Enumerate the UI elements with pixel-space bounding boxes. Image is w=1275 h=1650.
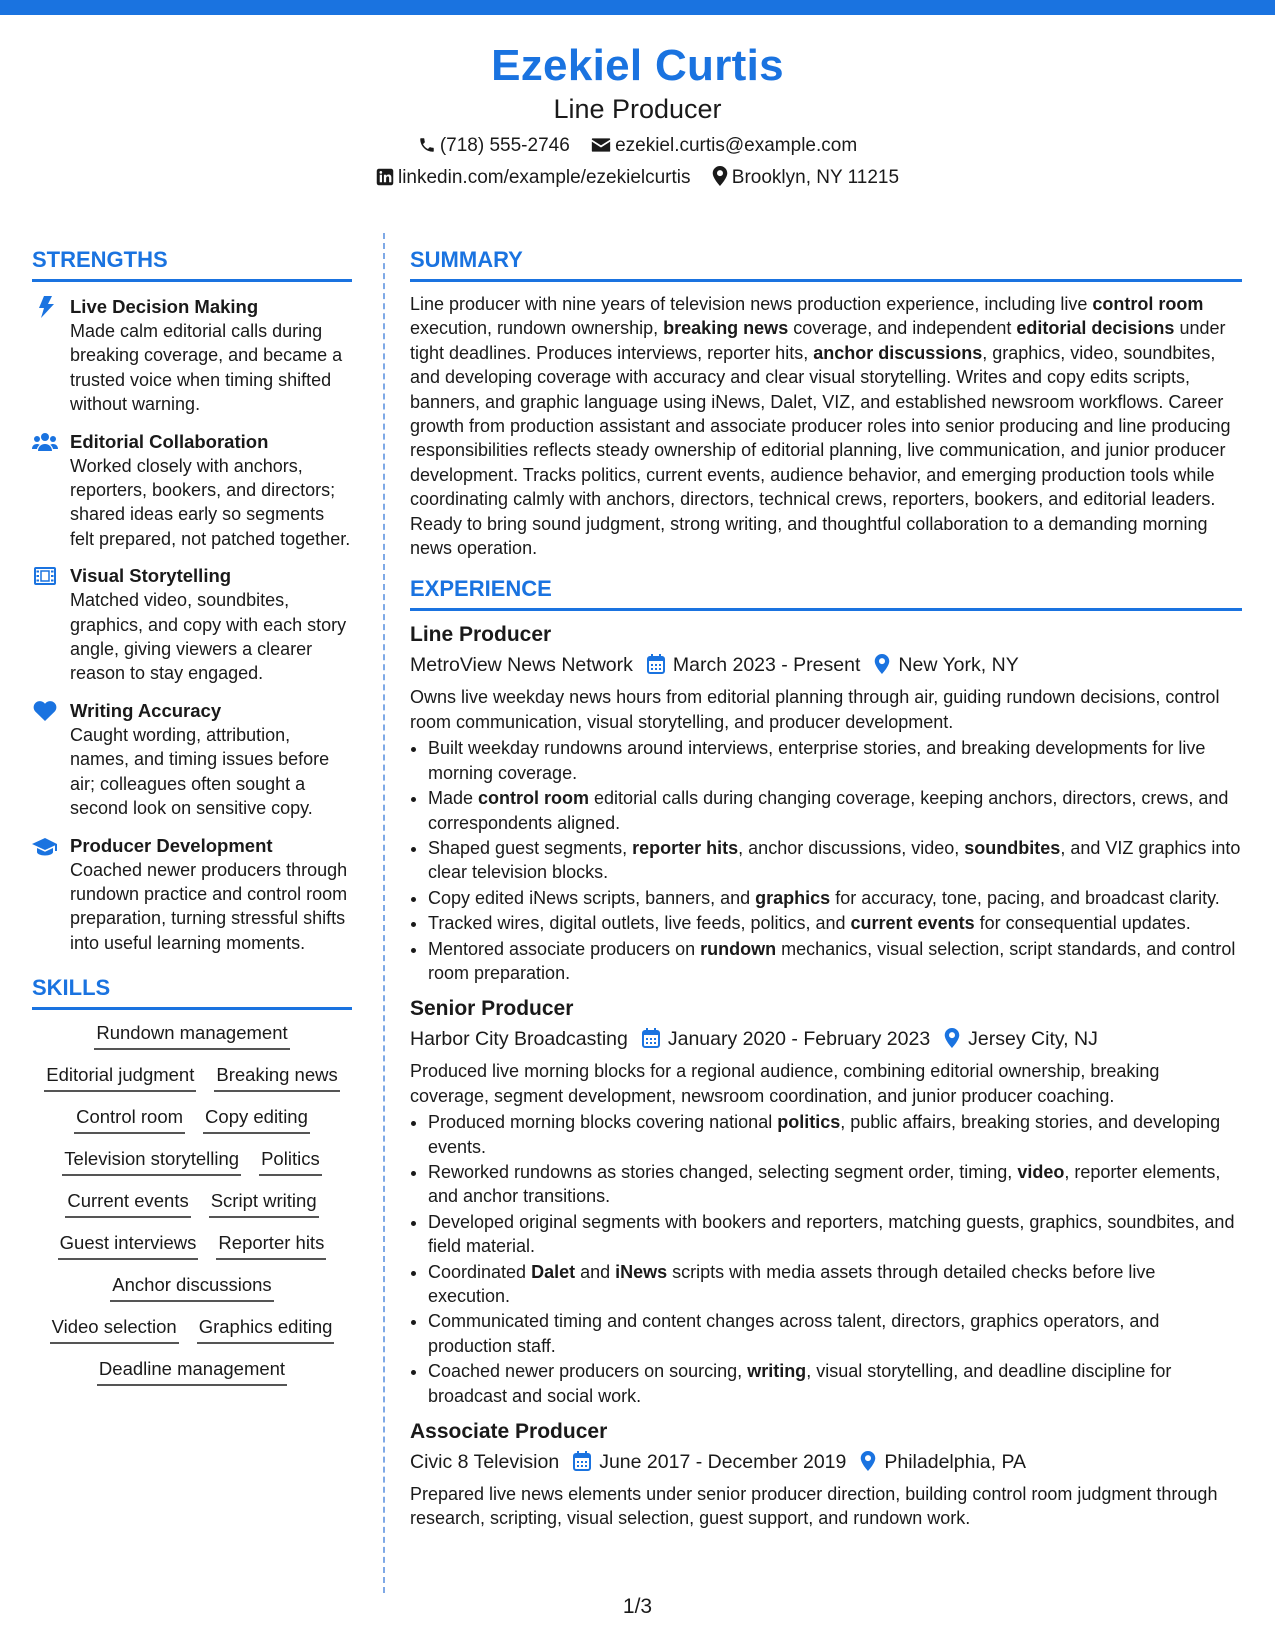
bold-keyword: control room — [1092, 294, 1204, 314]
job-meta — [410, 1025, 1242, 1053]
text-run: editorial calls during changing coverage, keeping anchors, directors, crews, and correspondents aligned. — [428, 788, 1229, 833]
skill-tag: Guest interviews — [58, 1230, 199, 1260]
text-run: coverage, and independent — [788, 318, 1017, 339]
heart-icon — [32, 700, 58, 722]
job-entry — [410, 995, 1242, 1408]
skill-row — [32, 1062, 352, 1092]
job-bullets — [410, 1110, 1242, 1408]
graduation-cap-icon — [32, 835, 58, 857]
strength-desc: Made calm editorial calls during breaking coverage, and became a trusted voice when timing shifted without warning. — [70, 321, 343, 415]
job-location — [860, 1448, 1026, 1476]
contact-row-2 — [0, 166, 1275, 190]
job-location — [944, 1025, 1098, 1053]
phone-text: (718) 555-2746 — [439, 135, 570, 156]
email-contact[interactable] — [591, 134, 857, 158]
text-run: , reporter elements, and anchor transitions. — [428, 1161, 1221, 1207]
strength-desc: Caught wording, attribution, names, and timing issues before air; colleagues often sought a second look on sensitive copy. — [70, 724, 330, 819]
skill-row — [32, 1020, 352, 1050]
job-title: Associate Producer — [410, 1420, 608, 1444]
strength-item — [32, 294, 352, 417]
job-company: Civic 8 Television — [410, 1451, 560, 1474]
skill-row — [32, 1314, 352, 1344]
job-title: Line Producer — [410, 623, 552, 647]
map-pin-icon — [944, 1028, 960, 1048]
bold-keyword: Dalet — [531, 1261, 576, 1282]
skill-tag: Script writing — [209, 1188, 319, 1218]
calendar-icon — [647, 654, 665, 674]
contact-row-1 — [0, 134, 1275, 158]
job-description: Owns live weekday news hours from editorial planning through air, guiding rundown decisions, control room communication, visual storytelling, and producer development. — [410, 687, 1220, 732]
skill-tag: Breaking news — [214, 1062, 339, 1092]
job-dates-text: March 2023 - Present — [672, 654, 861, 677]
bold-keyword: video — [1017, 1161, 1065, 1182]
bold-keyword: iNews — [615, 1261, 668, 1282]
bullet-item — [428, 937, 1242, 986]
skills-list — [32, 1020, 352, 1386]
text-run: Produced morning blocks covering national — [428, 1112, 778, 1133]
linkedin-contact[interactable] — [376, 166, 691, 190]
bold-keyword: reporter hits — [632, 837, 739, 858]
right-column — [410, 245, 1242, 1531]
text-run: , visual storytelling, and deadline discipline for broadcast and social work. — [428, 1361, 1172, 1406]
skill-tag: Current events — [65, 1188, 190, 1218]
skill-row — [32, 1188, 352, 1218]
bold-keyword: graphics — [755, 887, 831, 908]
bullet-item — [428, 911, 1242, 935]
job-location-text: New York, NY — [898, 654, 1019, 677]
experience-list — [410, 621, 1242, 1530]
text-run: Developed original segments with bookers and reporters, matching guests, graphics, soundbites, and field material. — [428, 1211, 1235, 1257]
text-run: Shaped guest segments, — [428, 837, 633, 858]
text-run: Built weekday rundowns around interviews, enterprise stories, and breaking developments for live morning coverage. — [428, 738, 1206, 783]
email-text: ezekiel.curtis@example.com — [615, 135, 858, 156]
skill-row — [32, 1146, 352, 1176]
bold-keyword: anchor discussions — [813, 342, 983, 363]
skill-tag: Video selection — [50, 1314, 179, 1344]
location-text: Brooklyn, NY 11215 — [731, 167, 900, 188]
linkedin-icon — [376, 168, 394, 186]
text-run: Reworked rundowns as stories changed, selecting segment order, timing, — [428, 1161, 1018, 1182]
job-entry — [410, 621, 1242, 985]
bullet-item — [428, 1359, 1242, 1408]
left-column — [32, 245, 352, 1398]
job-title: Senior Producer — [410, 997, 574, 1021]
job-dates — [642, 1025, 930, 1053]
bullet-item — [428, 736, 1242, 785]
text-run: Made — [428, 788, 479, 809]
calendar-icon — [642, 1028, 660, 1048]
skill-tag: Copy editing — [203, 1104, 310, 1134]
skills-heading: SKILLS — [32, 973, 352, 1010]
strength-title: Writing Accuracy — [70, 699, 222, 721]
bolt-icon — [32, 296, 58, 318]
text-run: , public affairs, breaking stories, and developing events. — [428, 1112, 1221, 1157]
skill-row — [32, 1272, 352, 1302]
job-bullets — [410, 736, 1242, 985]
job-description: Prepared live news elements under senior producer direction, building control room judgment through research, scripting, visual selection, guest support, and rundown work. — [410, 1484, 1218, 1529]
skill-row — [32, 1104, 352, 1134]
skill-row — [32, 1230, 352, 1260]
text-run: for consequential updates. — [974, 913, 1191, 934]
phone-contact[interactable] — [418, 134, 570, 158]
job-meta — [410, 651, 1242, 679]
bullet-item — [428, 786, 1242, 835]
bullet-item — [428, 1260, 1242, 1309]
text-run: Communicated timing and content changes across talent, directors, graphics operators, and production staff. — [428, 1311, 1160, 1356]
job-company: MetroView News Network — [410, 654, 633, 677]
bold-keyword: editorial decisions — [1016, 318, 1175, 339]
text-run: mechanics, visual selection, script standards, and control room preparation. — [428, 938, 1236, 983]
job-description: Produced live morning blocks for a regional audience, combining editorial ownership, breaking coverage, segment development, newsroom coordination, and junior producer coaching. — [410, 1061, 1160, 1106]
job-meta — [410, 1448, 1242, 1476]
bullet-item — [428, 886, 1242, 910]
map-pin-icon — [712, 166, 728, 186]
strength-item — [32, 563, 352, 686]
bullet-item — [428, 836, 1242, 885]
candidate-name: Ezekiel Curtis — [491, 41, 784, 90]
users-icon — [32, 431, 58, 453]
job-entry — [410, 1418, 1242, 1531]
job-dates-text: June 2017 - December 2019 — [599, 1451, 847, 1474]
job-location-text: Philadelphia, PA — [884, 1451, 1027, 1474]
phone-icon — [418, 136, 436, 154]
skill-row — [32, 1356, 352, 1386]
job-dates-text: January 2020 - February 2023 — [667, 1028, 931, 1051]
strength-item — [32, 698, 352, 821]
bold-keyword: rundown — [700, 938, 777, 959]
text-run: Copy edited iNews scripts, banners, and — [428, 887, 756, 908]
film-icon — [32, 565, 58, 587]
job-location — [874, 651, 1018, 679]
summary-text — [410, 292, 1242, 560]
bullet-item — [428, 1110, 1242, 1159]
job-company: Harbor City Broadcasting — [410, 1028, 628, 1051]
bullet-item — [428, 1309, 1242, 1358]
bold-keyword: current events — [850, 913, 975, 934]
strengths-heading: STRENGTHS — [32, 245, 352, 282]
bold-keyword: breaking news — [663, 318, 789, 339]
summary-heading: SUMMARY — [410, 245, 1242, 282]
skill-tag: Editorial judgment — [44, 1062, 196, 1092]
text-run: under tight deadlines. Produces interviews, reporter hits, — [410, 318, 1226, 363]
map-pin-icon — [874, 654, 890, 674]
job-dates — [573, 1448, 846, 1476]
text-run: , graphics, video, soundbites, and developing coverage with accuracy and clear visual storytelling. Writes and copy edits scripts, banners, and graphic language using iNews, Dalet, VIZ, and established newsroom workflows. Career growth from production assistant and associate producer roles into senior producing and line producing responsibilities reflects steady ownership of editorial planning, live communication, and junior producer development. Tracks politics, current events, audience behavior, and emerging production tools while coordinating calmly with anchors, directors, technical crews, reporters, bookers, and editorial leaders. Ready to bring sound judgment, strong writing, and thoughtful collaboration to a demanding morning news operation. — [410, 342, 1231, 559]
text-run: for accuracy, tone, pacing, and broadcast clarity. — [830, 887, 1220, 908]
bullet-item — [428, 1160, 1242, 1209]
strength-item — [32, 833, 352, 956]
text-run: Coordinated — [428, 1261, 532, 1282]
text-run: , and VIZ graphics into clear television blocks. — [428, 837, 1241, 883]
skill-tag: Control room — [74, 1104, 185, 1134]
bold-keyword: writing — [747, 1361, 807, 1382]
text-run: scripts with media assets through detailed checks before live execution. — [428, 1261, 1156, 1306]
map-pin-icon — [860, 1451, 876, 1471]
skill-tag: Television storytelling — [62, 1146, 241, 1176]
text-run: execution, rundown ownership, — [410, 318, 664, 339]
strength-title: Live Decision Making — [70, 296, 259, 317]
text-run: , anchor discussions, video, — [738, 837, 965, 858]
linkedin-text: linkedin.com/example/ezekielcurtis — [397, 167, 691, 188]
skill-tag: Rundown management — [94, 1020, 289, 1050]
bullet-item — [428, 1210, 1242, 1259]
strength-item — [32, 429, 352, 552]
text-run: Mentored associate producers on — [428, 938, 701, 959]
bold-keyword: soundbites — [964, 837, 1061, 858]
page-number: 1/3 — [622, 1595, 653, 1618]
bold-keyword: control room — [478, 788, 590, 809]
envelope-icon — [591, 136, 611, 154]
skill-tag: Deadline management — [97, 1356, 287, 1386]
skill-tag: Anchor discussions — [110, 1272, 273, 1302]
bold-keyword: politics — [777, 1112, 841, 1133]
location-contact — [712, 166, 899, 190]
column-divider — [383, 233, 385, 1593]
strength-title: Visual Storytelling — [70, 565, 232, 587]
calendar-icon — [573, 1451, 591, 1471]
text-run: Line producer with nine years of television news production experience, including live — [410, 294, 1093, 314]
strength-title: Producer Development — [70, 834, 273, 856]
candidate-title: Line Producer — [553, 94, 722, 124]
text-run: Tracked wires, digital outlets, live feeds, politics, and — [428, 913, 851, 934]
strength-title: Editorial Collaboration — [70, 430, 269, 452]
skill-tag: Reporter hits — [216, 1230, 326, 1260]
job-dates — [647, 651, 861, 679]
job-location-text: Jersey City, NJ — [968, 1028, 1098, 1051]
skill-tag: Graphics editing — [197, 1314, 335, 1344]
resume-header — [0, 40, 1275, 190]
strengths-list — [32, 294, 352, 955]
strength-desc: Coached newer producers through rundown practice and control room preparation, turning stressful shifts into useful learning moments. — [70, 859, 348, 953]
experience-heading: EXPERIENCE — [410, 574, 1242, 611]
strength-desc: Matched video, soundbites, graphics, and copy with each story angle, giving viewers a clearer reason to stay engaged. — [70, 590, 347, 684]
skill-tag: Politics — [259, 1146, 322, 1176]
text-run: Coached newer producers on sourcing, — [428, 1361, 748, 1382]
top-accent-bar — [0, 0, 1275, 15]
text-run: and — [575, 1261, 616, 1282]
strength-desc: Worked closely with anchors, reporters, bookers, and directors; shared ideas early so segments felt prepared, not patched together. — [70, 455, 351, 549]
